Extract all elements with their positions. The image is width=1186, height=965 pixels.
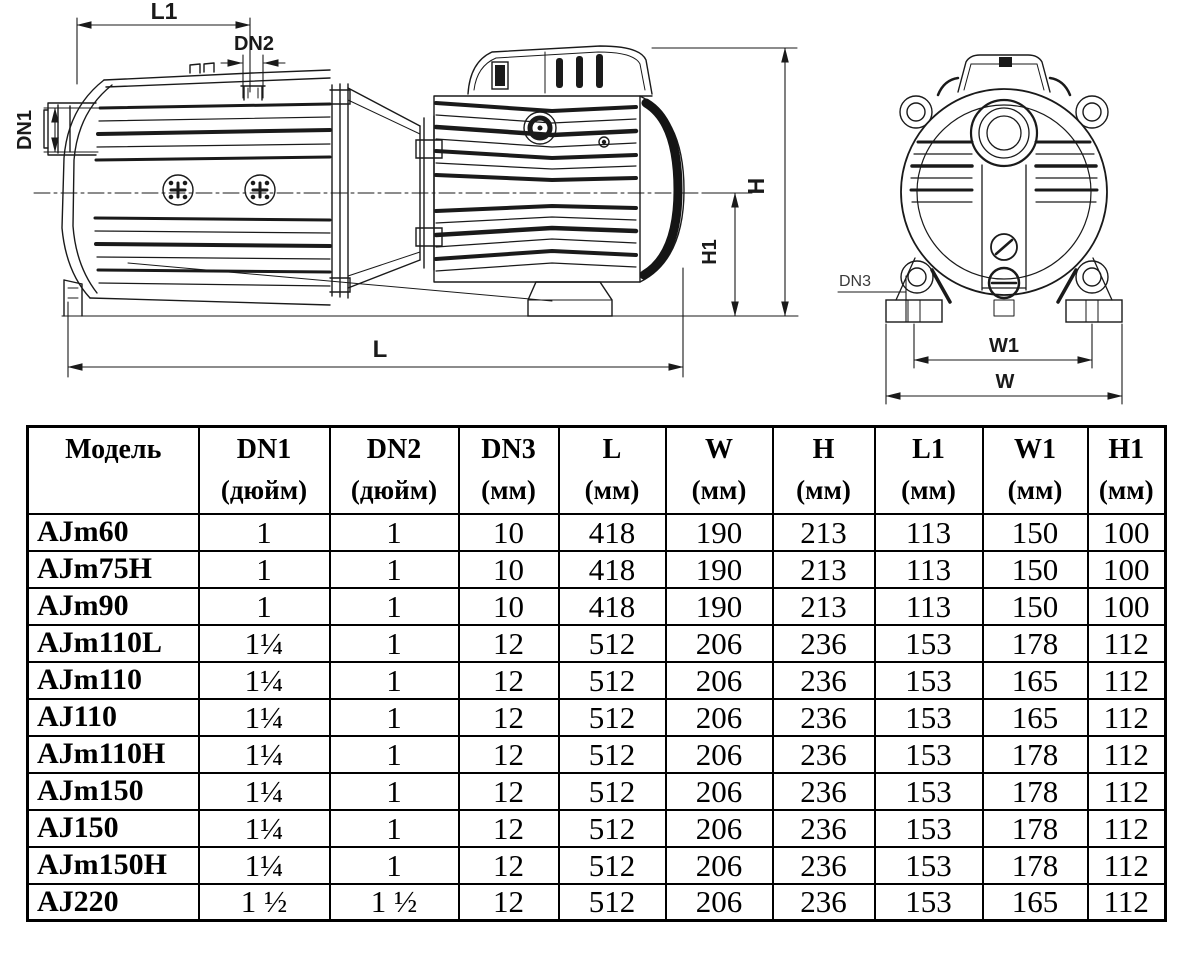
adapter-cone — [348, 88, 420, 288]
value-cell: 12 — [459, 884, 559, 921]
value-cell: 153 — [875, 810, 983, 847]
table-row — [28, 736, 1166, 773]
value-cell: 10 — [459, 514, 559, 551]
model-cell: AJ150 — [28, 810, 199, 847]
value-cell: 236 — [773, 699, 875, 736]
col-header-w: W (мм) — [666, 427, 773, 514]
value-cell: 150 — [983, 588, 1088, 625]
value-cell: 178 — [983, 625, 1088, 662]
value-cell: 1 — [330, 588, 459, 625]
value-cell: 1 — [330, 736, 459, 773]
dim-label-h: H — [743, 177, 769, 195]
vent-slot — [556, 58, 563, 88]
table-row — [28, 810, 1166, 847]
value-cell: 236 — [773, 810, 875, 847]
value-cell: 512 — [559, 625, 666, 662]
value-cell: 12 — [459, 810, 559, 847]
value-cell: 206 — [666, 847, 773, 884]
value-cell: 150 — [983, 514, 1088, 551]
value-cell: 150 — [983, 551, 1088, 588]
value-cell: 1¼ — [199, 810, 330, 847]
value-cell: 1 ½ — [199, 884, 330, 921]
dim-dn2 — [221, 55, 285, 98]
value-cell: 165 — [983, 699, 1088, 736]
value-cell: 100 — [1088, 588, 1166, 625]
dimensions-table — [26, 425, 1167, 922]
value-cell: 113 — [875, 588, 983, 625]
value-cell: 190 — [666, 514, 773, 551]
table-row — [28, 551, 1166, 588]
value-cell: 1¼ — [199, 736, 330, 773]
front-body — [900, 89, 1108, 295]
value-cell: 112 — [1088, 810, 1166, 847]
table-body — [28, 514, 1166, 921]
value-cell: 418 — [559, 551, 666, 588]
dim-label-dn2: DN2 — [233, 33, 275, 55]
value-cell: 1¼ — [199, 847, 330, 884]
side-view-drawing — [34, 18, 798, 377]
value-cell: 1 — [330, 514, 459, 551]
motor-body — [434, 96, 652, 282]
value-cell: 236 — [773, 625, 875, 662]
model-cell: AJm60 — [28, 514, 199, 551]
value-cell: 1¼ — [199, 773, 330, 810]
value-cell: 112 — [1088, 699, 1166, 736]
dim-dn1 — [44, 108, 98, 152]
dim-label-h1: H1 — [699, 239, 721, 265]
dim-label-w1: W1 — [989, 335, 1019, 357]
table-row — [28, 847, 1166, 884]
value-cell: 213 — [773, 588, 875, 625]
value-cell: 1 — [199, 514, 330, 551]
value-cell: 12 — [459, 736, 559, 773]
model-cell: AJm110H — [28, 736, 199, 773]
table-row — [28, 662, 1166, 699]
dim-label-dn1: DN1 — [14, 109, 36, 151]
value-cell: 1¼ — [199, 699, 330, 736]
value-cell: 1 — [330, 551, 459, 588]
value-cell: 153 — [875, 884, 983, 921]
col-header-l: L (мм) — [559, 427, 666, 514]
value-cell: 206 — [666, 884, 773, 921]
value-cell: 178 — [983, 847, 1088, 884]
table-row — [28, 773, 1166, 810]
value-cell: 236 — [773, 662, 875, 699]
table-row — [28, 699, 1166, 736]
value-cell: 153 — [875, 847, 983, 884]
front-view-drawing — [838, 55, 1122, 404]
value-cell: 113 — [875, 514, 983, 551]
value-cell: 512 — [559, 662, 666, 699]
value-cell: 112 — [1088, 884, 1166, 921]
value-cell: 206 — [666, 662, 773, 699]
value-cell: 12 — [459, 662, 559, 699]
value-cell: 112 — [1088, 662, 1166, 699]
model-cell: AJm90 — [28, 588, 199, 625]
value-cell: 10 — [459, 588, 559, 625]
value-cell: 1 — [330, 699, 459, 736]
model-cell: AJm110L — [28, 625, 199, 662]
value-cell: 112 — [1088, 736, 1166, 773]
value-cell: 190 — [666, 588, 773, 625]
value-cell: 1 ½ — [330, 884, 459, 921]
value-cell: 112 — [1088, 773, 1166, 810]
value-cell: 236 — [773, 773, 875, 810]
value-cell: 206 — [666, 773, 773, 810]
front-foot — [64, 280, 82, 316]
value-cell: 1¼ — [199, 662, 330, 699]
dim-label-w: W — [995, 371, 1015, 393]
value-cell: 153 — [875, 699, 983, 736]
value-cell: 206 — [666, 625, 773, 662]
col-header-model: Модель — [28, 427, 199, 514]
table-row — [28, 514, 1166, 551]
casing-plug-right — [245, 175, 275, 205]
model-cell: AJm150H — [28, 847, 199, 884]
value-cell: 178 — [983, 810, 1088, 847]
value-cell: 12 — [459, 699, 559, 736]
value-cell: 100 — [1088, 514, 1166, 551]
dim-label-l: L — [372, 336, 388, 363]
col-header-dn1: DN1 (дюйм) — [199, 427, 330, 514]
value-cell: 113 — [875, 551, 983, 588]
value-cell: 512 — [559, 847, 666, 884]
value-cell: 153 — [875, 662, 983, 699]
value-cell: 10 — [459, 551, 559, 588]
value-cell: 236 — [773, 736, 875, 773]
value-cell: 236 — [773, 847, 875, 884]
dim-label-dn3: DN3 — [839, 273, 872, 290]
model-cell: AJm75H — [28, 551, 199, 588]
model-cell: AJ110 — [28, 699, 199, 736]
value-cell: 512 — [559, 773, 666, 810]
model-cell: AJm150 — [28, 773, 199, 810]
model-cell: AJ220 — [28, 884, 199, 921]
value-cell: 512 — [559, 699, 666, 736]
dim-label-l1: L1 — [150, 0, 178, 24]
col-header-dn3: DN3 (мм) — [459, 427, 559, 514]
casing-plug-left — [163, 175, 193, 205]
value-cell: 190 — [666, 551, 773, 588]
pump-casing — [62, 63, 552, 305]
col-header-l1: L1 (мм) — [875, 427, 983, 514]
vent-slot — [596, 54, 603, 88]
value-cell: 12 — [459, 847, 559, 884]
value-cell: 1 — [330, 810, 459, 847]
value-cell: 153 — [875, 736, 983, 773]
value-cell: 418 — [559, 588, 666, 625]
suction-port — [44, 103, 96, 155]
cable-gland — [524, 112, 556, 144]
value-cell: 1 — [330, 625, 459, 662]
value-cell: 1 — [330, 847, 459, 884]
value-cell: 100 — [1088, 551, 1166, 588]
inlet-port — [971, 100, 1037, 166]
value-cell: 512 — [559, 884, 666, 921]
table-row — [28, 884, 1166, 921]
end-cap — [640, 96, 684, 282]
value-cell: 112 — [1088, 625, 1166, 662]
pump-dimension-drawing — [0, 0, 1186, 420]
col-header-dn2: DN2 (дюйм) — [330, 427, 459, 514]
casing-flange — [330, 84, 350, 298]
vent-slot — [576, 56, 583, 88]
value-cell: 112 — [1088, 847, 1166, 884]
col-header-h: H (мм) — [773, 427, 875, 514]
priming-plug — [991, 234, 1017, 260]
col-header-h1: H1 (мм) — [1088, 427, 1166, 514]
value-cell: 1 — [330, 773, 459, 810]
value-cell: 236 — [773, 884, 875, 921]
value-cell: 153 — [875, 773, 983, 810]
value-cell: 512 — [559, 810, 666, 847]
value-cell: 1 — [199, 588, 330, 625]
value-cell: 418 — [559, 514, 666, 551]
value-cell: 213 — [773, 514, 875, 551]
value-cell: 213 — [773, 551, 875, 588]
value-cell: 165 — [983, 662, 1088, 699]
col-header-w1: W1 (мм) — [983, 427, 1088, 514]
value-cell: 206 — [666, 736, 773, 773]
table-row — [28, 588, 1166, 625]
value-cell: 1 — [199, 551, 330, 588]
value-cell: 1¼ — [199, 625, 330, 662]
value-cell: 1 — [330, 662, 459, 699]
discharge-port — [241, 86, 265, 100]
value-cell: 12 — [459, 625, 559, 662]
header-row — [28, 427, 1166, 514]
model-cell: AJm110 — [28, 662, 199, 699]
value-cell: 178 — [983, 773, 1088, 810]
drain-plug — [989, 268, 1019, 298]
motor-foot — [528, 282, 612, 316]
value-cell: 12 — [459, 773, 559, 810]
value-cell: 206 — [666, 810, 773, 847]
value-cell: 178 — [983, 736, 1088, 773]
value-cell: 153 — [875, 625, 983, 662]
value-cell: 206 — [666, 699, 773, 736]
value-cell: 165 — [983, 884, 1088, 921]
table-row — [28, 625, 1166, 662]
value-cell: 512 — [559, 736, 666, 773]
